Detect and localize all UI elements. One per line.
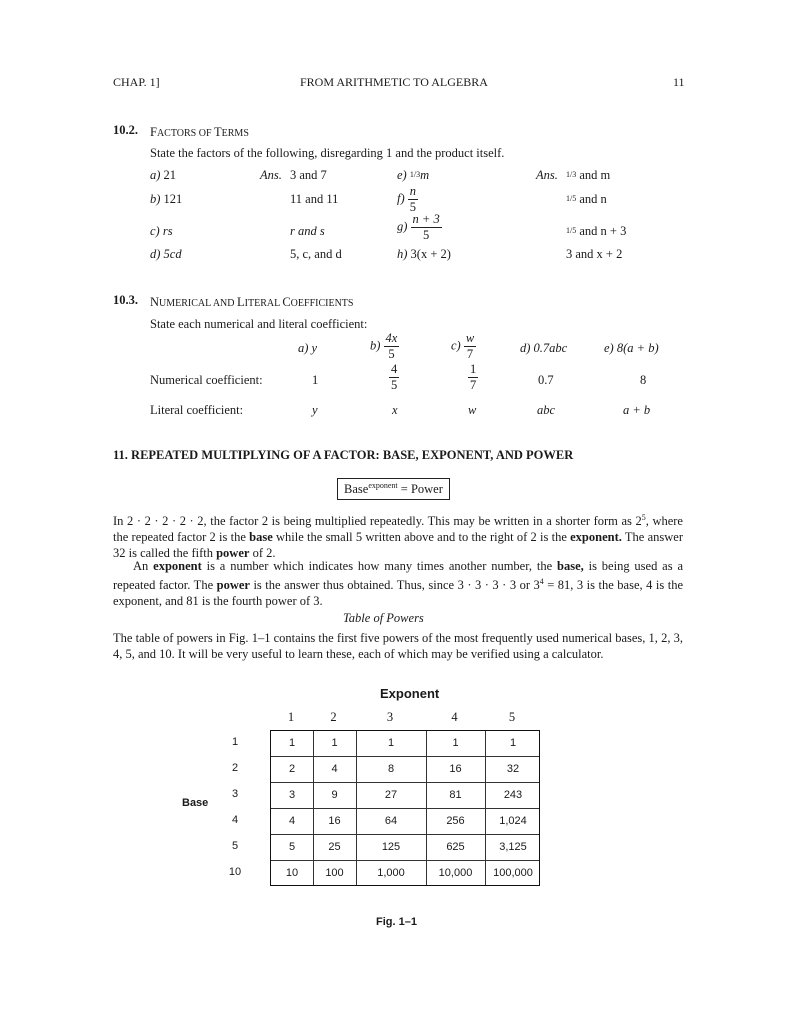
base-row-label-5: 5: [231, 840, 239, 852]
exponent-header-1: 1: [287, 710, 295, 724]
table-cell: 8: [387, 763, 395, 775]
exponent-axis-label: Exponent: [380, 686, 440, 701]
paragraph-exponent-definition: An exponent is a number which indicates how many times another number, the base, is being used as a repeated factor. The power is the answer thus obtained. Thus, since 3 · 3 · 3 · 3 or $3^4 = 81$, 3 is the base, 4 is the exponent, and 81 is the fourth power of 3.: [113, 559, 683, 609]
table-cell: 81: [449, 789, 462, 801]
literal-a: y: [312, 403, 318, 417]
paragraph-table-intro: The table of powers in Fig. 1–1 contains the first five powers of the most frequently used numerical bases, 1, 2, 3, 4, 5, and 10. It will be very useful to learn these, each of which may be verified using a calculator.: [113, 631, 683, 661]
problem-h: h) 3(x + 2): [397, 247, 451, 261]
table-cell: 10,000: [438, 867, 473, 879]
problem-e: e) 1/3m: [397, 168, 430, 182]
base-row-label-10: 10: [228, 866, 242, 878]
ans-label-right: Ans.: [536, 168, 558, 182]
coef-head-d: d) 0.7abc: [520, 341, 568, 355]
running-header-title: FROM ARITHMETIC TO ALGEBRA: [300, 75, 488, 89]
section-number-10-2: 10.2.: [113, 123, 138, 137]
instruction-10-3: State each numerical and literal coefficient:: [150, 317, 368, 331]
table-cell: 1: [387, 737, 395, 749]
literal-e: a + b: [623, 403, 651, 417]
table-cell: 625: [446, 841, 465, 853]
table-cell: 3,125: [499, 841, 527, 853]
literal-b: x: [392, 403, 398, 417]
table-cell: 125: [381, 841, 401, 853]
page-number: 11: [673, 75, 685, 89]
instruction-10-2: State the factors of the following, disregarding 1 and the product itself.: [150, 146, 505, 160]
table-row-divider: [271, 756, 539, 757]
section-title-11: 11. REPEATED MULTIPLYING OF A FACTOR: BASE, EXPONENT, AND POWER: [113, 448, 574, 462]
table-cell: 25: [328, 841, 341, 853]
problem-a: a) 21: [150, 168, 177, 182]
table-cell: 3: [288, 789, 296, 801]
table-row-divider: [271, 808, 539, 809]
exponent-header-3: 3: [386, 710, 394, 724]
base-axis-label: Base: [182, 797, 209, 809]
coef-head-b: b) $\frac{4x}{5}$: [370, 331, 398, 361]
answer-c: r and s: [290, 224, 325, 238]
problem-b: b) 121: [150, 192, 183, 206]
paragraph-base-exponent: In 2 · 2 · 2 · 2 · 2, the factor 2 is being multiplied repeatedly. This may be written in a shorter form as $2^5$, where the repeated factor 2 is the base while the small 5 written above and to the right of 2 is the exponent. The answer 32 is called the fifth power of 2.: [113, 513, 683, 561]
table-row-divider: [271, 782, 539, 783]
table-cell: 16: [328, 815, 341, 827]
table-cell: 1,000: [377, 867, 405, 879]
table-cell: 2: [288, 763, 296, 775]
answer-a: 3 and 7: [290, 168, 327, 182]
powers-table: [270, 730, 540, 886]
row-label-numerical: Numerical coefficient:: [150, 373, 263, 387]
ans-label: Ans.: [260, 168, 282, 182]
base-row-label-1: 1: [231, 736, 239, 748]
table-cell: 256: [446, 815, 465, 827]
answer-h: 3 and x + 2: [566, 247, 623, 261]
numerical-c: $\frac{1}{7}$: [470, 362, 477, 392]
table-cell: 4: [288, 815, 296, 827]
table-of-powers-heading: Table of Powers: [343, 611, 424, 625]
table-cell: 1: [331, 737, 338, 749]
table-cell: 64: [384, 815, 398, 827]
base-row-label-3: 3: [231, 788, 239, 800]
coef-head-e: e) 8(a + b): [604, 341, 659, 355]
coef-head-a: a) y: [298, 341, 318, 355]
answer-f: 1/5 and n: [566, 192, 607, 206]
table-cell: 100,000: [493, 867, 533, 879]
table-cell: 4: [331, 763, 338, 775]
problem-c: c) rs: [150, 224, 173, 238]
numerical-e: 8: [640, 373, 647, 387]
table-cell: 1: [452, 737, 459, 749]
base-exponent-power-box: Base$^{exponent}$ = Power: [337, 478, 450, 500]
exponent-header-2: 2: [330, 710, 337, 724]
table-cell: 100: [325, 867, 344, 879]
numerical-a: 1: [312, 373, 319, 387]
table-cell: 27: [384, 789, 398, 801]
figure-caption: Fig. 1–1: [376, 916, 417, 928]
exponent-header-5: 5: [508, 710, 516, 724]
section-title-10-3: NUMERICAL AND LITERAL COEFFICIENTS: [150, 295, 354, 309]
table-cell: 1,024: [499, 815, 527, 827]
table-cell: 243: [503, 789, 523, 801]
answer-d: 5, c, and d: [290, 247, 342, 261]
literal-c: w: [468, 403, 477, 417]
table-cell: 32: [506, 763, 520, 775]
base-row-label-4: 4: [231, 814, 239, 826]
numerical-b: $\frac{4}{5}$: [391, 362, 398, 392]
table-cell: 1: [509, 737, 517, 749]
table-cell: 16: [449, 763, 462, 775]
answer-g: 1/5 and n + 3: [566, 224, 627, 238]
answer-e: 1/3 and m: [566, 168, 611, 182]
row-label-literal: Literal coefficient:: [150, 403, 244, 417]
base-row-label-2: 2: [231, 762, 239, 774]
table-cell: 1: [288, 737, 296, 749]
problem-d: d) 5cd: [150, 247, 182, 261]
section-number-10-3: 10.3.: [113, 293, 138, 307]
coef-head-c: c) $\frac{w}{7}$: [451, 331, 475, 361]
table-row-divider: [271, 834, 539, 835]
table-row-divider: [271, 860, 539, 861]
table-cell: 9: [331, 789, 338, 801]
numerical-d: 0.7: [538, 373, 554, 387]
table-cell: 10: [285, 867, 299, 879]
exponent-header-4: 4: [451, 710, 458, 724]
literal-d: abc: [537, 403, 556, 417]
problem-f: f) $\frac{n}{5}$: [397, 184, 417, 214]
section-title-10-2: FACTORS OF TERMS: [150, 125, 249, 139]
problem-g: g) $\frac{n + 3}{5}$: [397, 212, 440, 242]
answer-b: 11 and 11: [290, 192, 339, 206]
running-header-chapter: CHAP. 1]: [113, 75, 160, 89]
table-cell: 5: [288, 841, 296, 853]
